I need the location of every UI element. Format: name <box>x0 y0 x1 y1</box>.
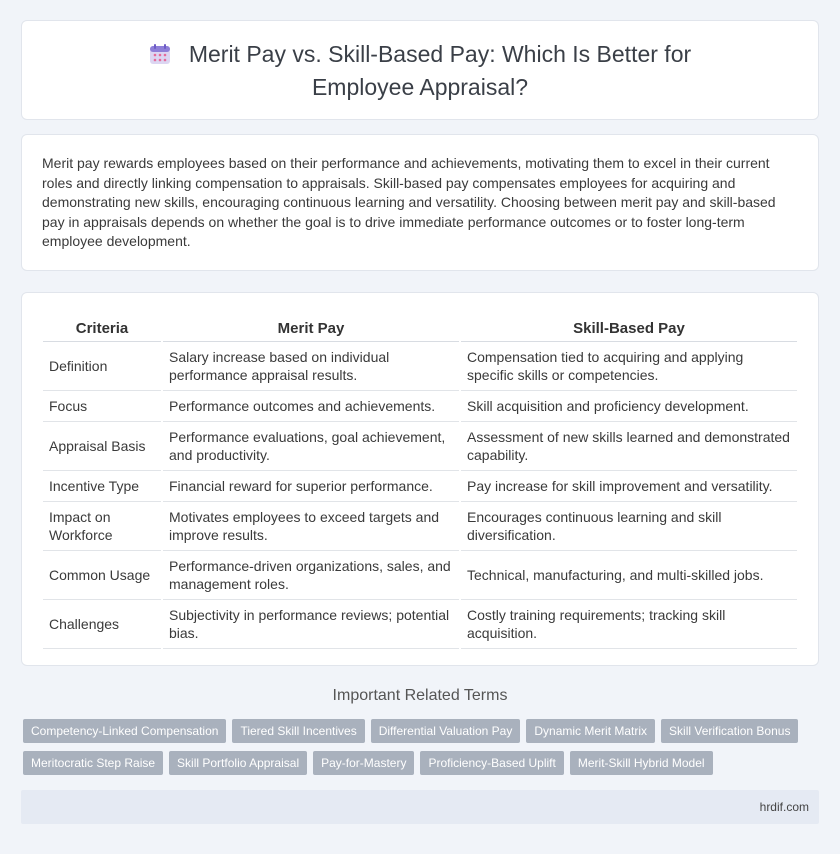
term-tag[interactable]: Dynamic Merit Matrix <box>526 719 655 743</box>
term-tag[interactable]: Merit-Skill Hybrid Model <box>570 751 713 775</box>
intro-paragraph: Merit pay rewards employees based on their performance and achievements, motivating them to excel in their current roles and directly linking compensation to appraisals. Skill-based pay compensates employees for acquiring and demonstrating new skills, encouraging continuous learning and versatility. Choosing between merit pay and skill-based pay in appraisals depends on whether the goal is to drive immediate performance outcomes or to foster long-term employee development. <box>42 155 776 250</box>
row-skill: Technical, manufacturing, and multi-skilled jobs. <box>461 551 797 600</box>
table-row <box>43 600 797 649</box>
row-merit: Salary increase based on individual performance appraisal results. <box>163 342 459 391</box>
term-tag[interactable]: Tiered Skill Incentives <box>232 719 364 743</box>
tag-row <box>23 719 823 743</box>
table-row <box>43 391 797 422</box>
row-merit: Financial reward for superior performance. <box>163 471 459 502</box>
table-row <box>43 551 797 600</box>
term-tag[interactable]: Competency-Linked Compensation <box>23 719 226 743</box>
row-merit: Subjectivity in performance reviews; potential bias. <box>163 600 459 649</box>
row-criteria: Incentive Type <box>43 471 161 502</box>
row-criteria: Definition <box>43 342 161 391</box>
calendar-icon <box>149 42 171 72</box>
term-tag[interactable]: Proficiency-Based Uplift <box>420 751 563 775</box>
row-criteria: Appraisal Basis <box>43 422 161 471</box>
row-skill: Compensation tied to acquiring and applying specific skills or competencies. <box>461 342 797 391</box>
header-criteria: Criteria <box>43 311 161 342</box>
row-merit: Performance evaluations, goal achievement, and productivity. <box>163 422 459 471</box>
footer-site[interactable]: hrdif.com <box>759 800 809 814</box>
table-row <box>43 471 797 502</box>
row-criteria: Focus <box>43 391 161 422</box>
term-tag[interactable]: Pay-for-Mastery <box>313 751 414 775</box>
table-row <box>43 342 797 391</box>
table-row <box>43 422 797 471</box>
related-terms-heading: Important Related Terms <box>332 687 508 704</box>
row-skill: Encourages continuous learning and skill diversification. <box>461 502 797 551</box>
row-skill: Assessment of new skills learned and demonstrated capability. <box>461 422 797 471</box>
row-merit: Performance outcomes and achievements. <box>163 391 459 422</box>
row-criteria: Common Usage <box>43 551 161 600</box>
comparison-card <box>21 292 819 666</box>
row-skill: Costly training requirements; tracking skill acquisition. <box>461 600 797 649</box>
header-skill-based-pay: Skill-Based Pay <box>461 311 797 342</box>
header-merit-pay: Merit Pay <box>163 311 459 342</box>
comparison-table <box>41 311 799 649</box>
term-tag[interactable]: Skill Verification Bonus <box>661 719 798 743</box>
row-skill: Skill acquisition and proficiency development. <box>461 391 797 422</box>
title-card <box>21 20 819 120</box>
term-tag[interactable]: Skill Portfolio Appraisal <box>169 751 307 775</box>
footer <box>21 790 819 824</box>
row-merit: Motivates employees to exceed targets and improve results. <box>163 502 459 551</box>
tag-row <box>23 751 823 775</box>
title-wrap <box>100 39 740 102</box>
row-skill: Pay increase for skill improvement and versatility. <box>461 471 797 502</box>
intro-card <box>21 134 819 271</box>
row-merit: Performance-driven organizations, sales, and management roles. <box>163 551 459 600</box>
row-criteria: Impact on Workforce <box>43 502 161 551</box>
related-terms <box>23 719 823 783</box>
table-header-row <box>43 311 797 342</box>
page-title: Merit Pay vs. Skill-Based Pay: Which Is Better for Employee Appraisal? <box>188 40 692 100</box>
term-tag[interactable]: Differential Valuation Pay <box>371 719 521 743</box>
table-row <box>43 502 797 551</box>
term-tag[interactable]: Meritocratic Step Raise <box>23 751 163 775</box>
row-criteria: Challenges <box>43 600 161 649</box>
